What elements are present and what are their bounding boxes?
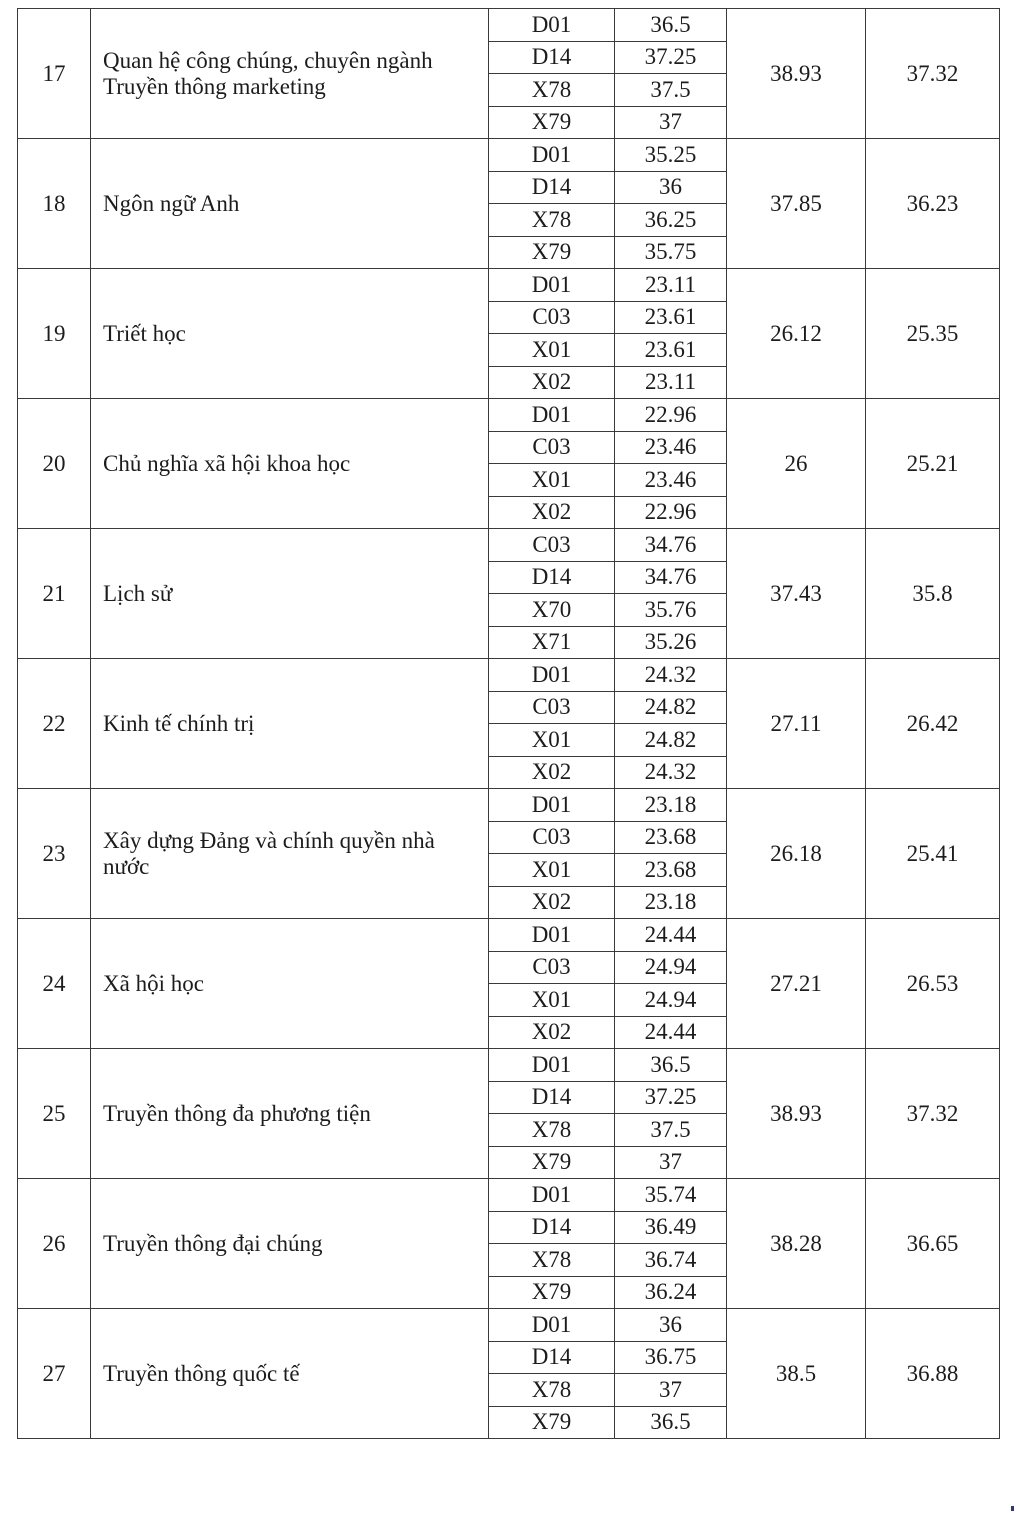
combination-score: 36.74: [615, 1244, 727, 1277]
combination-score: 23.68: [615, 854, 727, 887]
major-name: Ngôn ngữ Anh: [91, 139, 489, 269]
subject-combination-code: C03: [489, 431, 615, 464]
subject-combination-code: C03: [489, 691, 615, 724]
subject-combination-code: C03: [489, 951, 615, 984]
combination-score: 37.5: [615, 74, 727, 107]
combination-score: 37.5: [615, 1114, 727, 1147]
row-number: 20: [18, 399, 91, 529]
subject-combination-code: D01: [489, 139, 615, 172]
table-row: [18, 1179, 1000, 1212]
subject-combination-code: X79: [489, 1276, 615, 1309]
major-name: Xã hội học: [91, 919, 489, 1049]
combination-score: 23.61: [615, 334, 727, 367]
combination-score: 23.11: [615, 366, 727, 399]
score-column-a: 27.21: [727, 919, 866, 1049]
combination-score: 34.76: [615, 561, 727, 594]
major-name: Quan hệ công chúng, chuyên ngành Truyền thông marketing: [91, 9, 489, 139]
score-column-a: 38.5: [727, 1309, 866, 1439]
combination-score: 24.82: [615, 724, 727, 757]
combination-score: 22.96: [615, 399, 727, 432]
row-number: 23: [18, 789, 91, 919]
combination-score: 34.76: [615, 529, 727, 562]
combination-score: 24.82: [615, 691, 727, 724]
subject-combination-code: X79: [489, 1406, 615, 1439]
table-row: [18, 269, 1000, 302]
subject-combination-code: D01: [489, 1309, 615, 1342]
subject-combination-code: X01: [489, 984, 615, 1017]
score-column-a: 26.18: [727, 789, 866, 919]
table-row: [18, 9, 1000, 42]
score-column-b: 37.32: [866, 1049, 1000, 1179]
combination-score: 35.76: [615, 594, 727, 627]
subject-combination-code: D01: [489, 1049, 615, 1082]
subject-combination-code: X79: [489, 236, 615, 269]
combination-score: 24.44: [615, 919, 727, 952]
subject-combination-code: D14: [489, 1211, 615, 1244]
combination-score: 24.32: [615, 756, 727, 789]
admission-score-table: [17, 8, 1000, 1439]
table-row: [18, 659, 1000, 692]
combination-score: 36.75: [615, 1341, 727, 1374]
score-column-b: 26.42: [866, 659, 1000, 789]
combination-score: 23.11: [615, 269, 727, 302]
row-number: 25: [18, 1049, 91, 1179]
subject-combination-code: X78: [489, 1374, 615, 1407]
subject-combination-code: D14: [489, 41, 615, 74]
subject-combination-code: C03: [489, 301, 615, 334]
score-column-a: 38.93: [727, 9, 866, 139]
combination-score: 22.96: [615, 496, 727, 529]
combination-score: 24.32: [615, 659, 727, 692]
subject-combination-code: C03: [489, 529, 615, 562]
score-column-b: 26.53: [866, 919, 1000, 1049]
row-number: 19: [18, 269, 91, 399]
row-number: 17: [18, 9, 91, 139]
row-number: 21: [18, 529, 91, 659]
combination-score: 24.94: [615, 984, 727, 1017]
combination-score: 37: [615, 1146, 727, 1179]
subject-combination-code: C03: [489, 821, 615, 854]
combination-score: 36.5: [615, 1406, 727, 1439]
combination-score: 35.25: [615, 139, 727, 172]
subject-combination-code: X78: [489, 204, 615, 237]
subject-combination-code: X78: [489, 1244, 615, 1277]
combination-score: 36.25: [615, 204, 727, 237]
subject-combination-code: X01: [489, 854, 615, 887]
score-column-b: 25.35: [866, 269, 1000, 399]
combination-score: 35.26: [615, 626, 727, 659]
score-column-a: 38.28: [727, 1179, 866, 1309]
subject-combination-code: X02: [489, 366, 615, 399]
subject-combination-code: D01: [489, 1179, 615, 1212]
combination-score: 36.5: [615, 1049, 727, 1082]
score-column-b: 36.88: [866, 1309, 1000, 1439]
subject-combination-code: X02: [489, 756, 615, 789]
score-column-b: 35.8: [866, 529, 1000, 659]
score-column-b: 37.32: [866, 9, 1000, 139]
combination-score: 37: [615, 106, 727, 139]
combination-score: 36.49: [615, 1211, 727, 1244]
subject-combination-code: X71: [489, 626, 615, 659]
score-column-a: 26.12: [727, 269, 866, 399]
combination-score: 36: [615, 1309, 727, 1342]
combination-score: 23.46: [615, 464, 727, 497]
major-name: Truyền thông đại chúng: [91, 1179, 489, 1309]
combination-score: 36.24: [615, 1276, 727, 1309]
row-number: 18: [18, 139, 91, 269]
subject-combination-code: D14: [489, 561, 615, 594]
row-number: 27: [18, 1309, 91, 1439]
subject-combination-code: X70: [489, 594, 615, 627]
subject-combination-code: X02: [489, 1016, 615, 1049]
score-column-b: 36.23: [866, 139, 1000, 269]
subject-combination-code: X02: [489, 886, 615, 919]
major-name: Truyền thông quốc tế: [91, 1309, 489, 1439]
score-table-page: [17, 8, 1000, 1439]
table-row: [18, 789, 1000, 822]
major-name: Xây dựng Đảng và chính quyền nhà nước: [91, 789, 489, 919]
score-column-a: 38.93: [727, 1049, 866, 1179]
table-row: [18, 529, 1000, 562]
score-column-a: 37.43: [727, 529, 866, 659]
combination-score: 23.46: [615, 431, 727, 464]
combination-score: 24.44: [615, 1016, 727, 1049]
subject-combination-code: X79: [489, 106, 615, 139]
row-number: 24: [18, 919, 91, 1049]
major-name: Lịch sử: [91, 529, 489, 659]
score-column-b: 25.41: [866, 789, 1000, 919]
subject-combination-code: D01: [489, 269, 615, 302]
row-number: 22: [18, 659, 91, 789]
score-column-a: 27.11: [727, 659, 866, 789]
score-column-b: 36.65: [866, 1179, 1000, 1309]
score-column-b: 25.21: [866, 399, 1000, 529]
combination-score: 35.75: [615, 236, 727, 269]
subject-combination-code: X01: [489, 334, 615, 367]
major-name: Chủ nghĩa xã hội khoa học: [91, 399, 489, 529]
table-row: [18, 1049, 1000, 1082]
subject-combination-code: D01: [489, 919, 615, 952]
row-number: 26: [18, 1179, 91, 1309]
combination-score: 37.25: [615, 1081, 727, 1114]
subject-combination-code: D01: [489, 9, 615, 42]
table-row: [18, 139, 1000, 172]
combination-score: 37: [615, 1374, 727, 1407]
table-row: [18, 919, 1000, 952]
page-mark: [1011, 1506, 1014, 1511]
combination-score: 23.61: [615, 301, 727, 334]
score-column-a: 26: [727, 399, 866, 529]
subject-combination-code: X02: [489, 496, 615, 529]
table-row: [18, 1309, 1000, 1342]
major-name: Triết học: [91, 269, 489, 399]
subject-combination-code: D14: [489, 1081, 615, 1114]
subject-combination-code: X78: [489, 74, 615, 107]
subject-combination-code: X79: [489, 1146, 615, 1179]
subject-combination-code: D01: [489, 789, 615, 822]
subject-combination-code: X01: [489, 724, 615, 757]
score-column-a: 37.85: [727, 139, 866, 269]
combination-score: 23.18: [615, 886, 727, 919]
subject-combination-code: D01: [489, 659, 615, 692]
combination-score: 37.25: [615, 41, 727, 74]
combination-score: 24.94: [615, 951, 727, 984]
subject-combination-code: D01: [489, 399, 615, 432]
combination-score: 23.18: [615, 789, 727, 822]
major-name: Kinh tế chính trị: [91, 659, 489, 789]
combination-score: 36: [615, 171, 727, 204]
subject-combination-code: D14: [489, 1341, 615, 1374]
subject-combination-code: X01: [489, 464, 615, 497]
combination-score: 36.5: [615, 9, 727, 42]
major-name: Truyền thông đa phương tiện: [91, 1049, 489, 1179]
table-row: [18, 399, 1000, 432]
combination-score: 23.68: [615, 821, 727, 854]
combination-score: 35.74: [615, 1179, 727, 1212]
subject-combination-code: X78: [489, 1114, 615, 1147]
subject-combination-code: D14: [489, 171, 615, 204]
table-body: [18, 9, 1000, 1439]
